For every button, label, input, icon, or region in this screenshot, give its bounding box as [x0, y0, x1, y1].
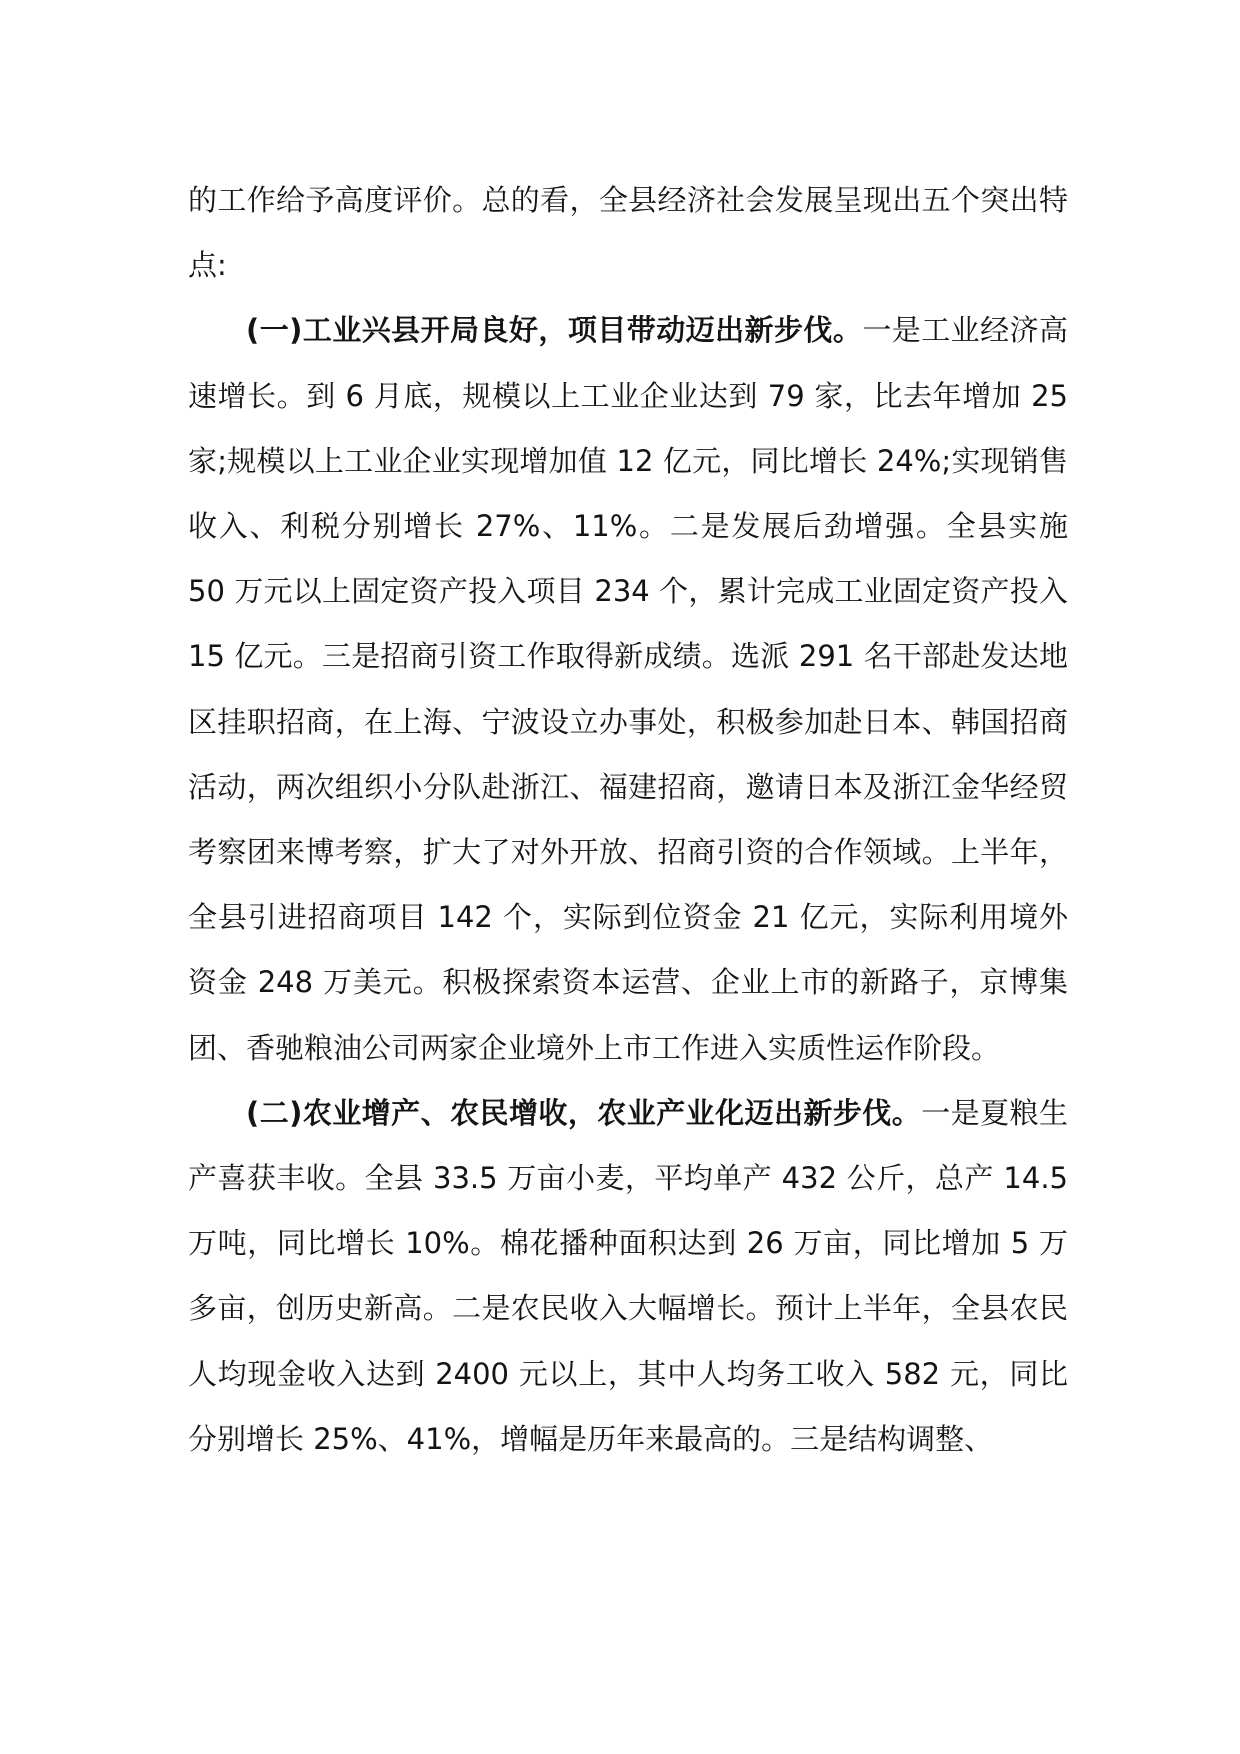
paragraph-intro: [188, 168, 1068, 298]
paragraph-agriculture: [188, 1081, 1068, 1472]
paragraph-body: 一是工业经济高速增长。到 6 月底，规模以上工业企业达到 79 家，比去年增加 25 家;规模以上工业企业实现增加值 12 亿元，同比增长 24%;实现销售收入、利税分别增长 27%、11%。二是发展后劲增强。全县实施 50 万元以上固定资产投入项目 234 个，累计完成工业固定资产投入 15 亿元。三是招商引资工作取得新成绩。选派 291 名干部赴发达地区挂职招商，在上海、宁波设立办事处，积极参加赴日本、韩国招商活动，两次组织小分队赴浙江、福建招商，邀请日本及浙江金华经贸考察团来博考察，扩大了对外开放、招商引资的合作领域。上半年，全县引进招商项目 142 个，实际到位资金 21 亿元，实际利用境外资金 248 万美元。积极探索资本运营、企业上市的新路子，京博集团、香驰粮油公司两家企业境外上市工作进入实质性运作阶段。: [188, 313, 1068, 1065]
paragraph-body: 的工作给予高度评价。总的看，全县经济社会发展呈现出五个突出特点:: [188, 183, 1068, 283]
paragraph-industry: [188, 298, 1068, 1080]
document-body: [188, 168, 1068, 1472]
paragraph-body: 一是夏粮生产喜获丰收。全县 33.5 万亩小麦，平均单产 432 公斤，总产 14.5 万吨，同比增长 10%。棉花播种面积达到 26 万亩，同比增加 5 万多亩，创历史新高。二是农民收入大幅增长。预计上半年，全县农民人均现金收入达到 2400 元以上，其中人均务工收入 582 元，同比分别增长 25%、41%，增幅是历年来最高的。三是结构调整、: [188, 1095, 1068, 1456]
paragraph-heading: (二)农业增产、农民增收，农业产业化迈出新步伐。: [246, 1095, 922, 1130]
paragraph-heading: (一)工业兴县开局良好，项目带动迈出新步伐。: [246, 313, 863, 348]
